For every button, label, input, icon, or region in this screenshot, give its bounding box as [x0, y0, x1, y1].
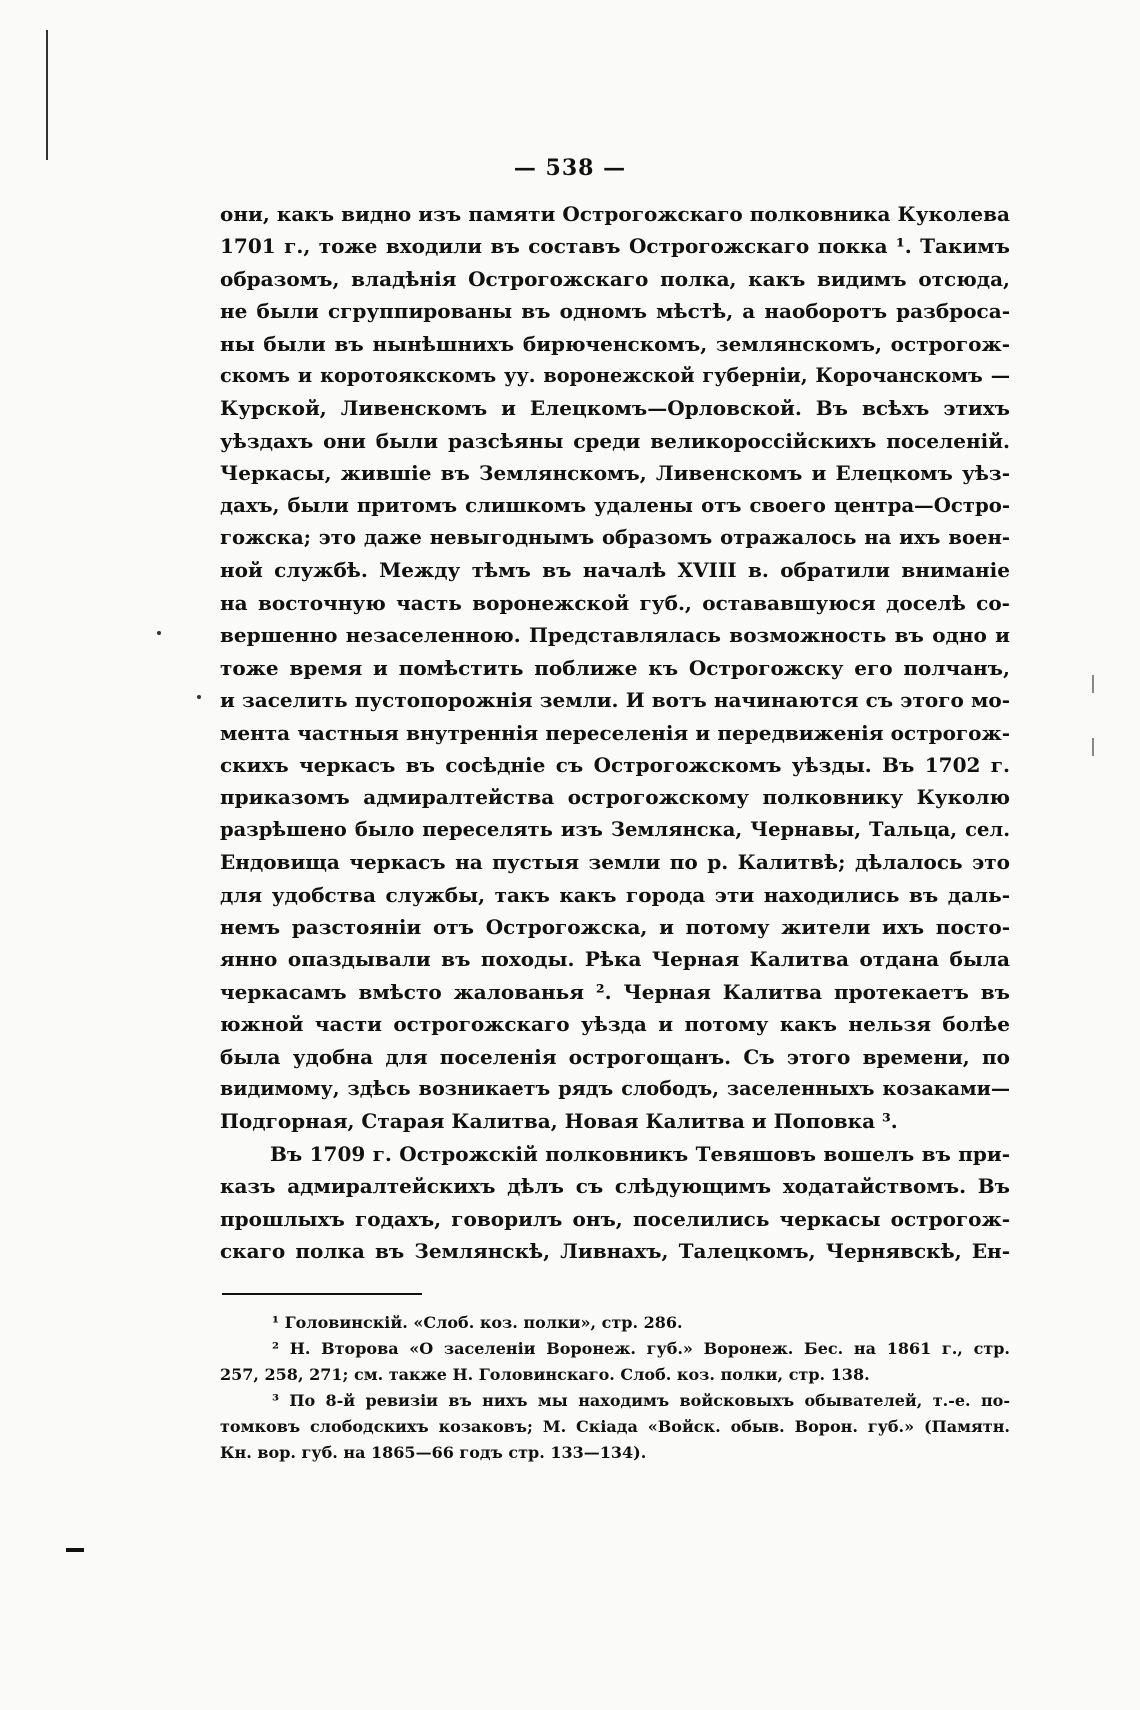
text-line: тоже время и помѣстить поближе къ Острогожску его полчанъ,: [220, 655, 1010, 680]
text-line: приказомъ адмиралтейства острогожскому полковнику Куколю: [220, 785, 1010, 810]
text-line: они, какъ видно изъ памяти Острогожскаго полковника Куколева: [220, 202, 1010, 226]
text-line: была удобна для поселенія острогощанъ. Съ этого времени, по: [220, 1044, 1010, 1069]
text-line: для удобства службы, такъ какъ города эти находились въ даль-: [220, 882, 1010, 907]
scan-edge-mark: [66, 1548, 84, 1552]
text-line: дахъ, были притомъ слишкомъ удалены отъ своего центра—Остро-: [220, 493, 1010, 517]
text-line: скомъ и коротоякскомъ уу. воронежской губерніи, Корочанскомъ —: [220, 364, 1010, 388]
footnote-line: Кн. вор. губ. на 1865—66 годъ стр. 133—134).: [220, 1443, 647, 1462]
text-line: черкасамъ вмѣсто жалованья ². Черная Калитва протекаетъ въ: [220, 979, 1010, 1004]
text-line: Черкасы, жившіе въ Землянскомъ, Ливенскомъ и Елецкомъ уѣз-: [220, 461, 1010, 486]
text-line: южной части острогожскаго уѣзда и потому какъ нельзя болѣе: [220, 1012, 1010, 1037]
text-line: скаго полка въ Землянскѣ, Ливнахъ, Талецкомъ, Чернявскѣ, Ен-: [220, 1239, 1010, 1263]
text-line: янно опаздывали въ походы. Рѣка Черная Калитва отдана была: [220, 947, 1010, 972]
text-line: Въ 1709 г. Острожскій полковникъ Тевяшовъ вошелъ въ при-: [270, 1141, 1010, 1166]
margin-tick: [1092, 675, 1094, 693]
text-line: образомъ, владѣнія Острогожскаго полка, какъ видимъ отсюда,: [220, 266, 1010, 291]
text-line: ны были въ нынѣшнихъ бирюченскомъ, землянскомъ, острогож-: [220, 331, 1010, 356]
text-line: казъ адмиралтейскихъ дѣлъ съ слѣдующимъ ходатайствомъ. Въ: [220, 1174, 1010, 1199]
text-line: Ендовища черкасъ на пустыя земли по р. Калитвѣ; дѣлалось это: [220, 850, 1010, 875]
body-text: [220, 198, 1010, 1267]
text-line: вершенно незаселенною. Представлялась возможность въ одно и: [220, 623, 1010, 648]
text-line: видимому, здѣсь возникаетъ рядъ слободъ, заселенныхъ козаками—: [220, 1076, 1010, 1100]
text-line: 1701 г., тоже входили въ составъ Острогожскаго покка ¹. Такимъ: [220, 234, 1010, 259]
text-line: уѣздахъ они были разсѣяны среди великороссійскихъ поселеній.: [220, 428, 1010, 453]
text-line: прошлыхъ годахъ, говорилъ онъ, поселились черкасы острогож-: [220, 1206, 1010, 1231]
text-line: и заселить пустопорожнія земли. И вотъ начинаются съ этого мо-: [220, 688, 1010, 713]
text-line: гожска; это даже невыгоднымъ образомъ отражалось на ихъ воен-: [220, 526, 1010, 550]
text-line: разрѣшено было переселять изъ Землянска, Чернавы, Тальца, сел.: [220, 817, 1010, 841]
text-line: мента частныя внутреннія переселенія и передвиженія острогож-: [220, 720, 1010, 745]
text-line: скихъ черкасъ въ сосѣдніе съ Острогожскомъ уѣзды. Въ 1702 г.: [220, 752, 1010, 777]
margin-dot: [197, 695, 201, 699]
margin-tick: [1092, 738, 1094, 756]
page-number: — 538 —: [513, 155, 627, 181]
text-line: немъ разстояніи отъ Острогожска, и потому жители ихъ посто-: [220, 914, 1010, 939]
text-line: Подгорная, Старая Калитва, Новая Калитва и Поповка ³.: [220, 1109, 898, 1134]
scan-edge-line: [46, 30, 48, 160]
margin-dot: [157, 631, 161, 635]
text-line: ной службѣ. Между тѣмъ въ началѣ XVIII в. обратили вниманіе: [220, 558, 1010, 583]
footnote-line: ³ По 8-й ревизіи въ нихъ мы находимъ войсковыхъ обывателей, т.-е. по-: [272, 1391, 1010, 1410]
footnote-line: 257, 258, 271; см. также Н. Головинскаго. Слоб. коз. полки, стр. 138.: [220, 1365, 870, 1384]
text-line: Курской, Ливенскомъ и Елецкомъ—Орловской. Въ всѣхъ этихъ: [220, 396, 1010, 421]
footnote-line: ¹ Головинскій. «Слоб. коз. полки», стр. 286.: [272, 1313, 683, 1332]
text-line: не были сгруппированы въ одномъ мѣстѣ, а наоборотъ разброса-: [220, 299, 1010, 324]
text-line: на восточную часть воронежской губ., остававшуюся доселѣ со-: [220, 590, 1010, 615]
footnote-line: ² Н. Второва «О заселеніи Воронеж. губ.» Воронеж. Бес. на 1861 г., стр.: [272, 1339, 1010, 1358]
footnote-line: томковъ слободскихъ козаковъ; М. Скіада «Войск. обыв. Ворон. губ.» (Памятн.: [220, 1417, 1010, 1436]
footnote-divider: [222, 1293, 422, 1295]
footnotes: [220, 1310, 1010, 1466]
